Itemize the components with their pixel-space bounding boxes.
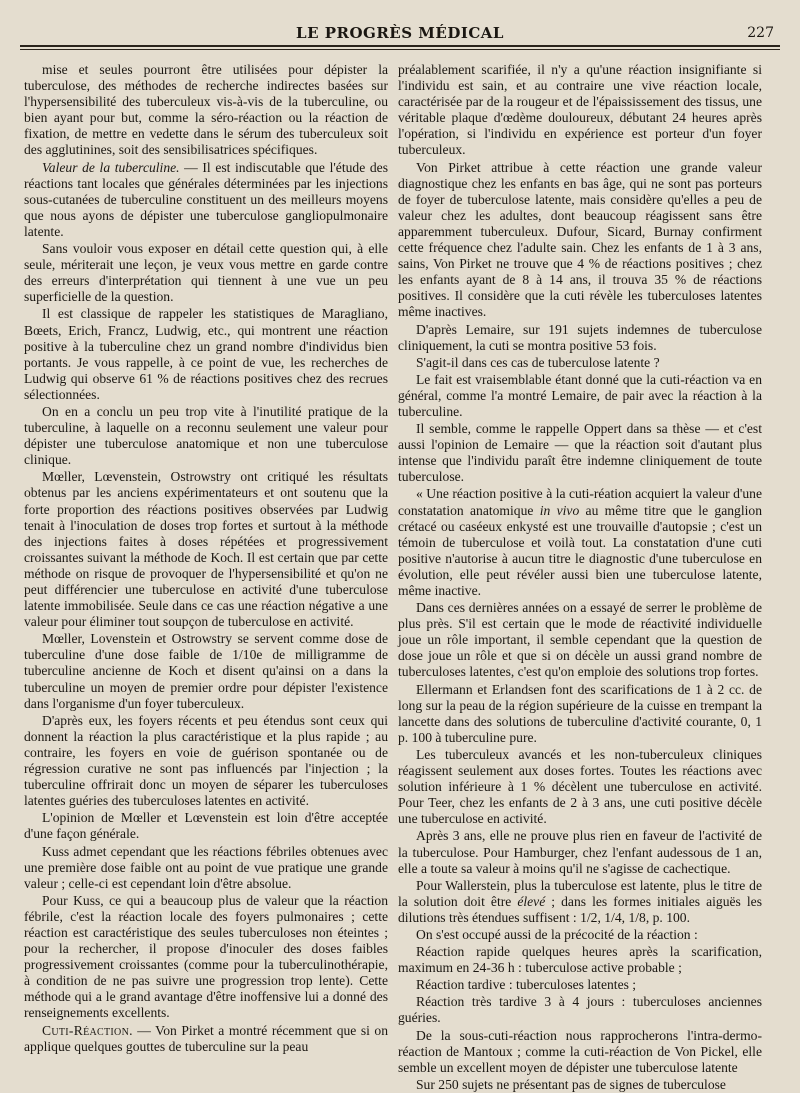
paragraph [24,713,388,810]
left-column [24,62,388,1062]
paragraph [24,810,388,842]
paragraph [398,355,762,371]
paragraph-text: De la sous-cuti-réaction nous rapprocherons l'intra-dermo-réaction de Mantoux ; comme la cuti-réaction de Von Pickel, elle semble un excellent moyen de dépister une tuberculose latente [398,1027,762,1075]
paragraph [398,322,762,354]
paragraph-text: Sans vouloir vous exposer en détail cette question qui, à elle seule, mériterait une leçon, je veux vous mettre en garde contre des erreurs d'interprétation qui tiennent à une vue un peu superficielle de la question. [24,241,388,305]
paragraph [398,927,762,943]
paragraph [24,404,388,468]
paragraph-text: « Une réaction positive à la cuti-réation acquiert la valeur d'une constatation anatomique [398,486,762,518]
paragraph-text: D'après eux, les foyers récents et peu étendus sont ceux qui donnent la réaction la plus caractéristique et la plus rapide ; au contraire, les foyers en voie de guérison spontanée ou de régression curative ne sont pas influencés par l'injection ; la tuberculine offrirait donc un moyen de séparer les tuberculoses latentes guéries des tuberculoses latentes en activité. [24,712,388,809]
paragraph [398,486,762,599]
paragraph [398,977,762,993]
paragraph-text: Mœller, Lœvenstein, Ostrowstry ont critiqué les résultats obtenus par les anciens expérimentateurs et ont soutenu que la forte proportion des réactions positives observées par Ludwig tenait à l'inoculation de doses trop fortes et surtout à la méthode des injections faites à doses répétées et progressivement croissantes suivant la méthode de Koch. Il est certain que par cette méthode on risque de provoquer de l'hypersensibilité et qu'on ne peut différencier une tuberculose en activité d'une tuberculose latente immobilisée. Seule dans ce cas une réaction négative a une valeur pour éliminer tout soupçon de tuberculose en activité. [24,469,388,630]
paragraph-text: On s'est occupé aussi de la précocité de la réaction : [416,926,698,942]
page-number: 227 [747,25,774,41]
paragraph [398,600,762,680]
paragraph [398,160,762,321]
paragraph [398,62,762,159]
paragraph-text: — Il est indiscutable que l'étude des réactions tant locales que générales déterminées par les injections sous-cutanées de tuberculine constituent un des meilleurs moyens que nous ayons de dépister une tuberculose gangliopulmonaire latente. [24,159,388,239]
paragraph [398,1028,762,1076]
paragraph [398,828,762,876]
paragraph-text: Il est classique de rappeler les statistiques de Maragliano, Bœets, Erich, Francz, Ludwig, etc., qui montrent une réaction positive à la tuberculine chez un grand nombre d'individus bien portants. Je vous rappelle, à ce point de vue, les recherches de Ludwig qui observe 61 % de réactions positives chez des recrues sélectionnées. [24,306,388,402]
paragraph-text: Von Pirket attribue à cette réaction une grande valeur diagnostique chez les enfants en bas âge, qui ne sont pas porteurs de foyer de tuberculose latente, mais considère qu'elles a peu de valeur chez les adultes, dont beaucoup réagissent sans être apparemment tuberculeux. Dufour, Sicard, Burnay confirment cette fréquence chez l'adulte sain. Chez les enfants de 1 à 3 ans, sains, Von Pirket ne trouve que 4 % de réactions positives ; chez les enfants ayant de 8 à 14 ans, il trouva 35 % de réactions positives. Il considère que la cuti révèle les tuberculoses latentes même inactives. [398,159,762,320]
paragraph-text: Après 3 ans, elle ne prouve plus rien en faveur de l'activité de la tuberculose. Pour Hamburger, chez l'enfant audessous de 1 an, elle a toute sa valeur à moins qu'il ne s'agisse de cachectique. [398,828,762,876]
paragraph-text: Ellermann et Erlandsen font des scarifications de 1 à 2 cc. de long sur la peau de la région supérieure de la cuisse en trempant la lancette dans des solutions de tuberculine d'activité courante, 0, 1 p. 100 à tuberculine pure. [398,681,762,745]
section-heading: Cuti-Réaction. [42,1022,133,1038]
right-column [398,62,762,1092]
paragraph-text: au même titre que le ganglion crétacé ou caséeux enkysté est une trouvaille d'autopsie ; c'est un témoin de tuberculose et voilà tout. La constatation d'une cuti positive n'autorise à aucun titre le diagnostic d'une tuberculose en évolution, elle peut révéler aussi bien une tuberculose latente, même inactive. [398,502,762,598]
paragraph-text: Réaction très tardive 3 à 4 jours : tuberculoses anciennes guéries. [398,994,762,1026]
paragraph-text: Réaction rapide quelques heures après la scarification, maximum en 24-36 h : tuberculose active probable ; [398,944,762,976]
paragraph-text: Pour Kuss, ce qui a beaucoup plus de valeur que la réaction fébrile, c'est la réaction locale des foyers pulmonaires ; cette réaction est caractéristique des seules tuberculoses non éteintes ; pour la rechercher, il propose d'inoculer des doses faibles progressivement croissantes (comme pour la tuberculinothérapie, à condition de ne pas suivre une progression trop lente). Cette méthode qui a le grand avantage d'être inoffensive lui a donné des renseignements excellents. [24,892,388,1021]
paragraph-text: — Von Pirket a montré récemment que si on applique quelques gouttes de tuberculine sur la peau [24,1022,388,1054]
paragraph-text: préalablement scarifiée, il n'y a qu'une réaction insignifiante si l'individu est sain, et au contraire une vive réaction locale, caractérisée par de la rougeur et de l'épaississement des tissus, une véritable plaque d'œdème douloureux, débutant 24 heures après l'opération, si l'individu en expérience est porteur d'un foyer tuberculeux. [398,62,762,158]
paragraph-text: S'agit-il dans ces cas de tuberculose latente ? [416,354,660,370]
paragraph-text: D'après Lemaire, sur 191 sujets indemnes de tuberculose cliniquement, la cuti se montra positive 53 fois. [398,321,762,353]
section-heading: Valeur de la tuberculine. [42,159,180,175]
paragraph [24,631,388,711]
paragraph-text: ; dans les formes initiales aiguës les dilutions très étendues suffisent : 1/2, 1/4, 1/8, p. 100. [398,893,762,925]
running-header [20,18,780,46]
paragraph [24,241,388,305]
paragraph-text: mise et seules pourront être utilisées pour dépister la tuberculose, des méthodes de recherche indirectes basées sur l'hypersensibilité des tuberculeux vis-à-vis de la tuberculine, ou bien ayant pour but, comme la séro-réaction ou la réaction de fixation, de mettre en vedette dans le sérum des tuberculeux soit des agglutinines, soit des sensibilisatrices spécifiques. [24,62,388,158]
paragraph [398,994,762,1026]
journal-title: LE PROGRÈS MÉDICAL [296,24,504,42]
paragraph-text: Il semble, comme le rappelle Oppert dans sa thèse — et c'est aussi l'opinion de Lemaire — que la réaction soit d'autant plus intense que l'individu paraît être indemne cliniquement de toute tuberculose. [398,421,762,485]
paragraph [24,62,388,159]
paragraph-text: Dans ces dernières années on a essayé de serrer le problème de plus près. S'il est certain que le mode de réactivité individuelle joue un rôle important, il semble cependant que la question de dose joue un rôle et que si on décèle un aussi grand nombre de tuberculoses latentes, c'est qu'on emploie des solutions trop fortes. [398,600,762,680]
paragraph-text: L'opinion de Mœller et Lœvenstein est loin d'être acceptée d'une façon générale. [24,810,388,842]
paragraph-text: Le fait est vraisemblable étant donné que la cuti-réaction va en général, comme l'a montré Lemaire, de pair avec la réaction à la tuberculine. [398,371,762,419]
paragraph [24,893,388,1022]
paragraph [24,844,388,892]
paragraph [398,421,762,485]
paragraph-text: Sur 250 sujets ne présentant pas de signes de tuberculose [416,1076,726,1092]
paragraph [24,469,388,630]
paragraph [24,1023,388,1055]
paragraph [398,1077,762,1093]
paragraph [398,878,762,926]
header-rule [20,45,780,47]
paragraph-text: Pour Wallerstein, plus la tuberculose est latente, plus le titre de la solution doit être [398,877,762,909]
paragraph-text: Mœller, Lovenstein et Ostrowstry se servent comme dose de tuberculine d'une dose faible de 1/10e de milligramme de tuberculine ancienne de Koch et disent qu'ainsi on a dans la tuberculine un moyen de premier ordre pour dépister l'existence dans l'organisme d'un foyer tuberculeux. [24,631,388,711]
emphasis-text: in vivo [539,502,580,518]
paragraph-text: Les tuberculeux avancés et les non-tuberculeux cliniques réagissent seulement aux doses fortes. Toutes les réactions avec solution inférieure à 1 % décèlent une tuberculose en activité. Pour Teer, chez les enfants de 2 à 3 ans, une cuti positive décèle une tuberculose en activité. [398,746,762,827]
paragraph [398,944,762,976]
paragraph-text: On en a conclu un peu trop vite à l'inutilité pratique de la tuberculine, à laquelle on a reconnu seulement une valeur pour dépister une tuberculose anatomique et non une tuberculose clinique. [24,403,388,468]
paragraph [24,160,388,240]
header-rule-thin [20,49,780,50]
paragraph [24,306,388,403]
paragraph [398,682,762,746]
paragraph [398,747,762,827]
paragraph [398,372,762,420]
emphasis-text: élevé [517,893,546,909]
paragraph-text: Réaction tardive : tuberculoses latentes ; [416,977,637,993]
paragraph-text: Kuss admet cependant que les réactions fébriles obtenues avec une première dose faible ont au point de vue pratique une grande valeur ; celle-ci est cependant loin d'être absolue. [24,843,388,891]
